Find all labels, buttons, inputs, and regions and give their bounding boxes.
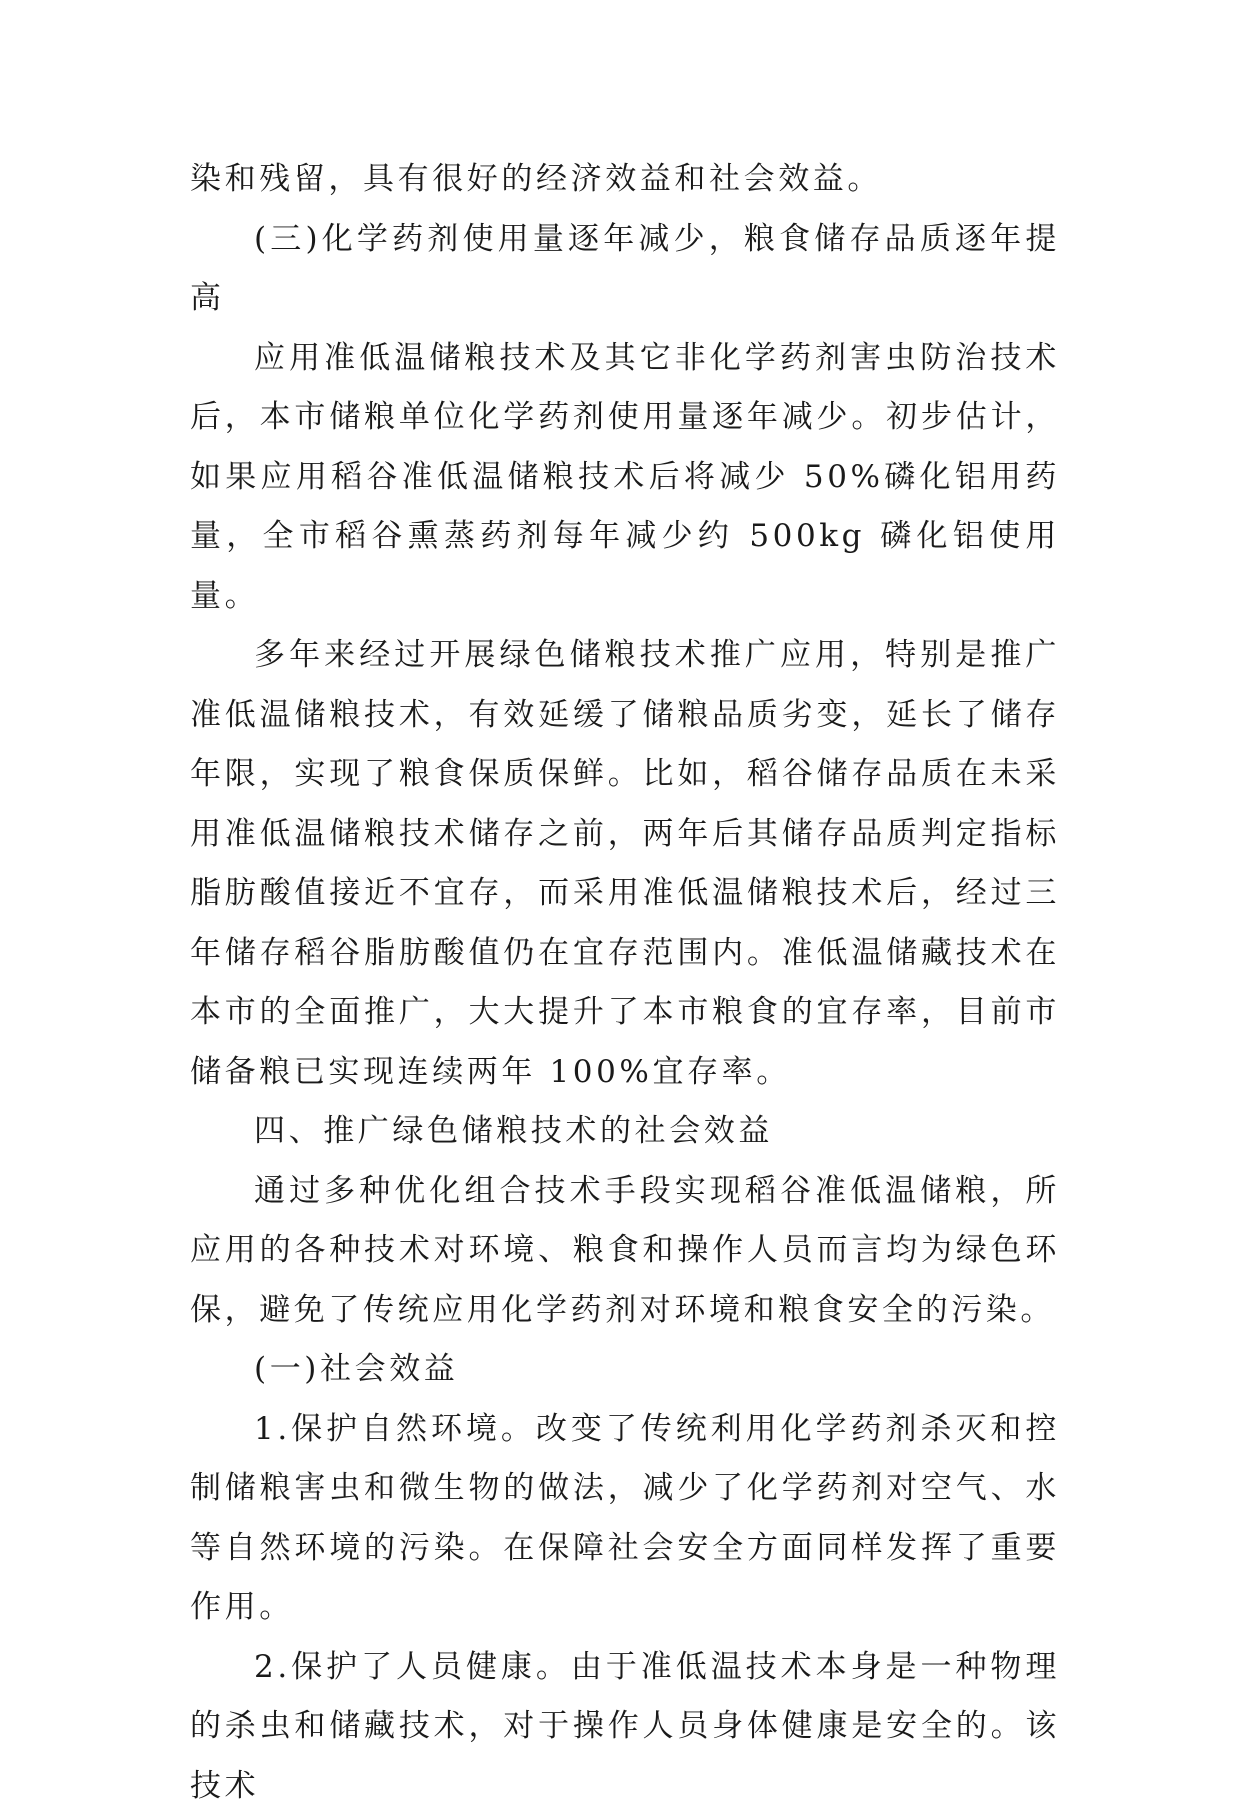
section-heading-4: 四、推广绿色储粮技术的社会效益: [190, 1102, 1060, 1162]
paragraph-continued: 染和残留，具有很好的经济效益和社会效益。: [190, 150, 1060, 210]
list-item-environment: 1.保护自然环境。改变了传统利用化学药剂杀灭和控制储粮害虫和微生物的做法，减少了化学药剂对空气、水等自然环境的污染。在保障社会安全方面同样发挥了重要作用。: [190, 1400, 1060, 1638]
subsection-heading-social-benefit: (一)社会效益: [190, 1340, 1060, 1400]
document-body: [190, 150, 1060, 1816]
section-heading-3: (三)化学药剂使用量逐年减少，粮食储存品质逐年提高: [190, 210, 1060, 329]
list-item-health: 2.保护了人员健康。由于准低温技术本身是一种物理的杀虫和储藏技术，对于操作人员身体健康是安全的。该技术: [190, 1638, 1060, 1816]
paragraph-storage-quality: 多年来经过开展绿色储粮技术推广应用，特别是推广准低温储粮技术，有效延缓了储粮品质劣变，延长了储存年限，实现了粮食保质保鲜。比如，稻谷储存品质在未采用准低温储粮技术储存之前，两年后其储存品质判定指标脂肪酸值接近不宜存，而采用准低温储粮技术后，经过三年储存稻谷脂肪酸值仍在宜存范围内。准低温储藏技术在本市的全面推广，大大提升了本市粮食的宜存率，目前市储备粮已实现连续两年 100%宜存率。: [190, 626, 1060, 1102]
paragraph-green-storage: 通过多种优化组合技术手段实现稻谷准低温储粮，所应用的各种技术对环境、粮食和操作人员而言均为绿色环保，避免了传统应用化学药剂对环境和粮食安全的污染。: [190, 1162, 1060, 1341]
paragraph-chemical-reduction: 应用准低温储粮技术及其它非化学药剂害虫防治技术后，本市储粮单位化学药剂使用量逐年减少。初步估计，如果应用稻谷准低温储粮技术后将减少 50%磷化铝用药量，全市稻谷熏蒸药剂每年减少约 500kg 磷化铝使用量。: [190, 329, 1060, 627]
